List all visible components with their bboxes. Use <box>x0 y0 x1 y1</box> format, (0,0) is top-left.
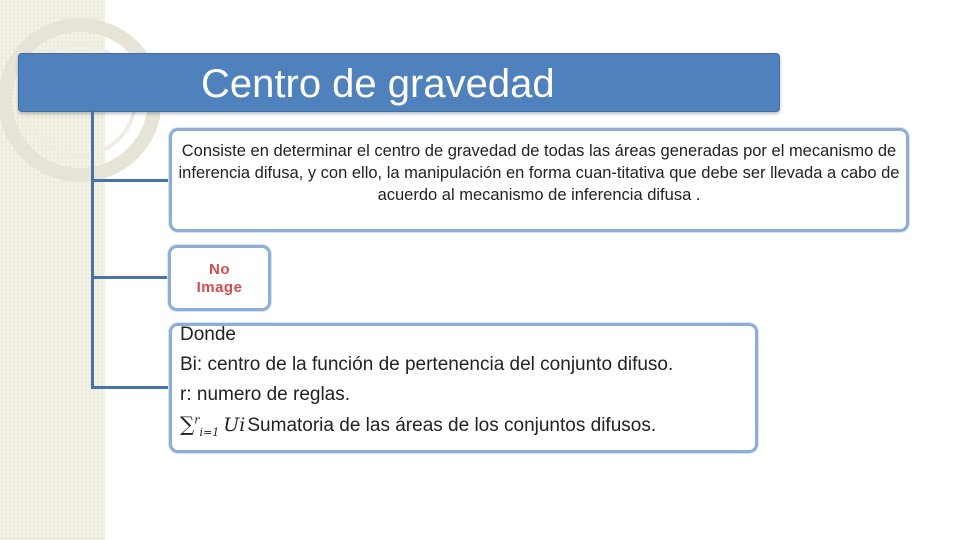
connector-branch-2 <box>91 276 169 279</box>
definitions-heading: Donde <box>180 324 236 345</box>
summation-description: Sumatoria de las áreas de los conjuntos difusos. <box>247 415 657 436</box>
definitions-box <box>169 323 758 453</box>
title-bar <box>18 53 780 112</box>
description-text: Consiste en determinar el centro de gravedad de todas las áreas generadas por el mecanismo de inferencia difusa, y con ello, la manipulación en forma cuan-titativa que debe ser llevada a cabo de acuerdo al mecanismo de inferencia difusa . <box>178 142 900 204</box>
definition-sum <box>180 412 656 439</box>
definition-r: r: numero de reglas. <box>180 384 351 405</box>
description-box <box>169 128 909 232</box>
definition-bi: Bi: centro de la función de pertenencia del conjunto difuso. <box>180 354 674 375</box>
image-placeholder <box>168 245 271 311</box>
summation-symbol: ∑$^r_{i=1}$ <box>180 412 220 439</box>
connector-vertical <box>91 110 94 388</box>
no-image-line-1: No <box>209 261 230 278</box>
connector-branch-1 <box>91 179 169 182</box>
connector-branch-3 <box>91 386 169 389</box>
slide-title: Centro de gravedad <box>201 62 555 106</box>
summation-variable: Ui <box>223 414 246 436</box>
no-image-line-2: Image <box>196 279 243 296</box>
